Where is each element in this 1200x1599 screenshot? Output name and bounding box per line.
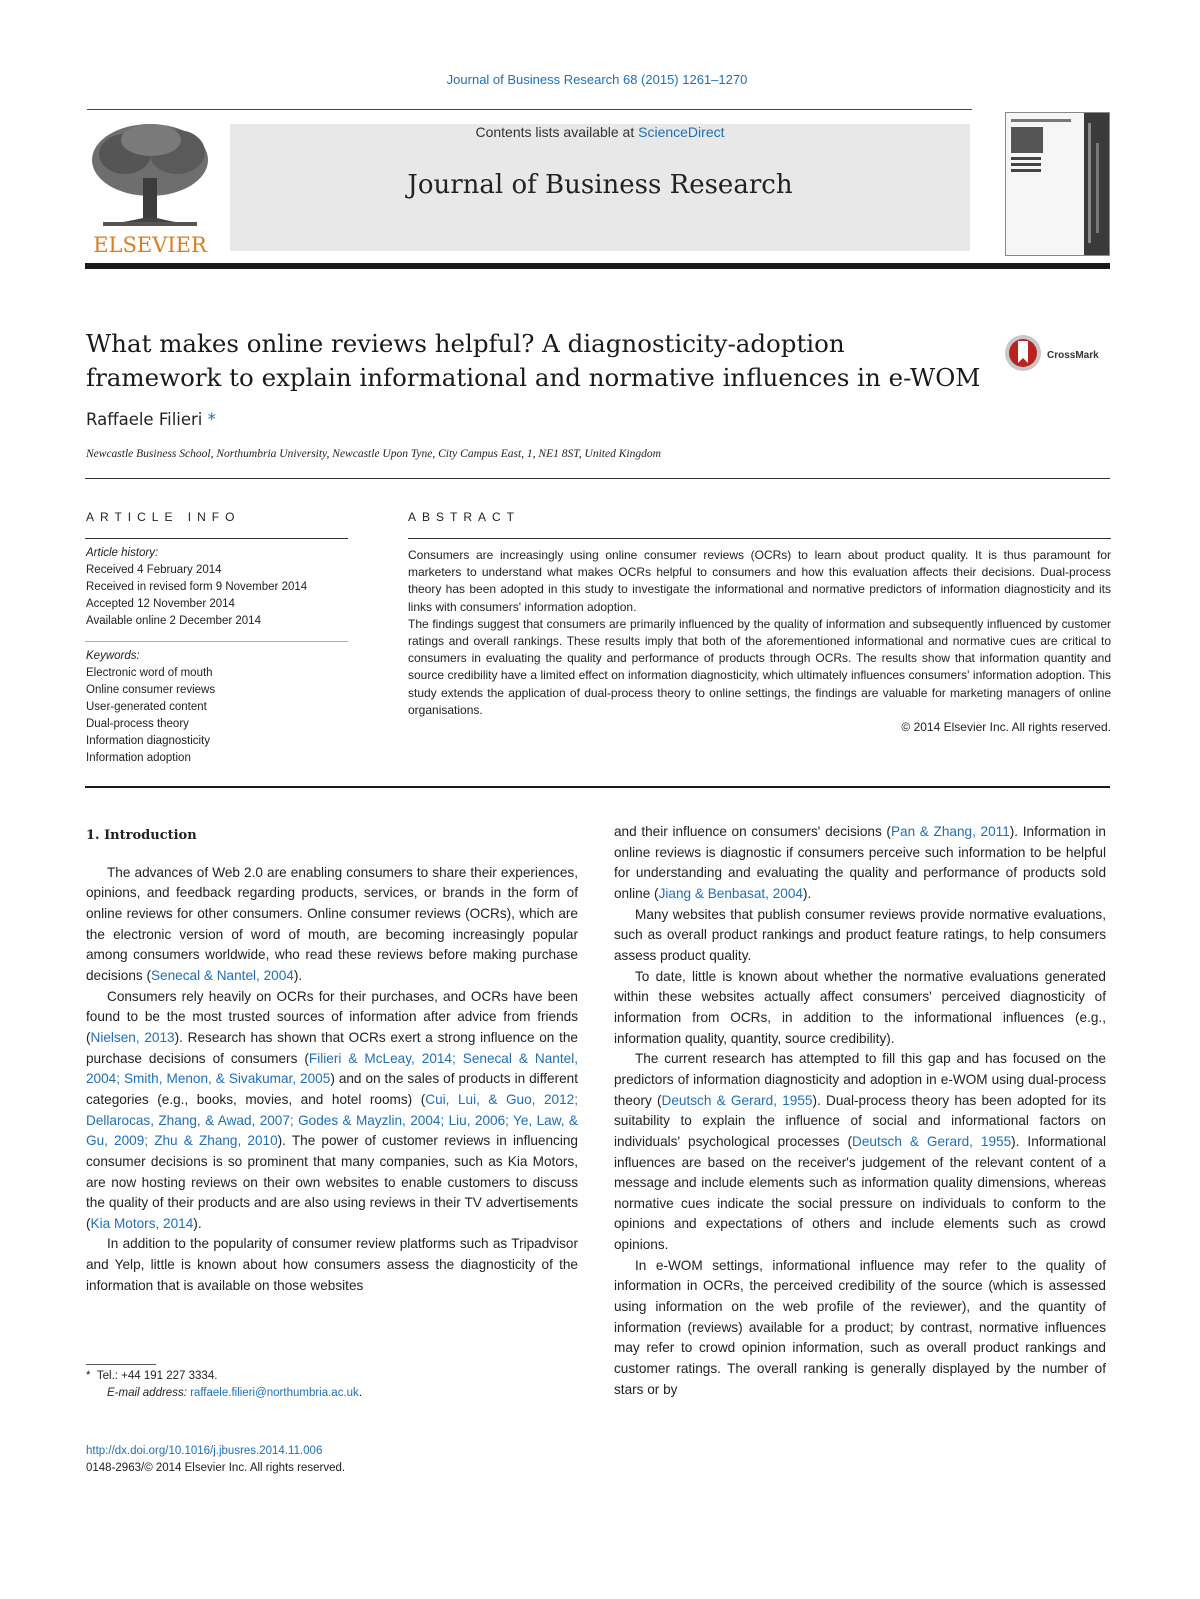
crossmark-badge[interactable] bbox=[1003, 333, 1115, 373]
abstract-copyright: © 2014 Elsevier Inc. All rights reserved. bbox=[901, 720, 1111, 735]
footnote-telephone: Tel.: +44 191 227 3334. bbox=[96, 1370, 218, 1382]
article-info-heading: ARTICLE INFO bbox=[86, 510, 241, 524]
contents-prefix: Contents lists available at bbox=[475, 124, 639, 140]
author-name[interactable]: Raffaele Filieri bbox=[86, 410, 203, 429]
citation-link[interactable]: Pan & Zhang, 2011 bbox=[890, 824, 1010, 839]
introduction-heading: 1. Introduction bbox=[86, 828, 197, 843]
author-affiliation: Newcastle Business School, Northumbria University, Newcastle Upon Tyne, City Campus East, 1, NE1 8ST, United Kingdom bbox=[86, 448, 661, 460]
history-item: Received 4 February 2014 bbox=[86, 564, 222, 576]
citation-link[interactable]: Senecal & Nantel, 2004 bbox=[150, 967, 294, 983]
elsevier-tree-icon bbox=[85, 118, 215, 260]
body-paragraph: The current research has attempted to fill this gap and has focused on the predictors of information diagnosticity and adoption in e-WOM using dual-process theory (Deutsch & Gerard, 1955). Dual-process theory has been adopted for its suitability to explain the influence of social and informational factors on individuals' psychological processes (Deutsch & Gerard, 1955). Informational influences are based on the receiver's judgement of the relevant content of a message and include elements such as information quality dimensions, whereas normative cues indicate the social pressure on individuals to conform to the opinions and expectations of others and include elements such as crowd opinions. bbox=[614, 1051, 1107, 1253]
keywords-list bbox=[86, 648, 348, 767]
journal-name: Journal of Business Research bbox=[407, 170, 793, 200]
doi-block bbox=[86, 1443, 345, 1477]
history-label: Article history: bbox=[86, 547, 159, 559]
header-rule bbox=[87, 109, 972, 110]
author-footnote-mark[interactable]: * bbox=[207, 410, 216, 429]
citation-link[interactable]: Deutsch & Gerard, 1955 bbox=[852, 1133, 1012, 1149]
citation-link[interactable]: Cui, Lui, & Guo, 2012; Dellarocas, Zhang, & Awad, 2007; Godes & Mayzlin, 2004; Liu, 2006; Ye, Law, & Gu, 2009; Zhu & Zhang, 2010 bbox=[86, 1091, 578, 1149]
history-item: Available online 2 December 2014 bbox=[86, 615, 261, 627]
author-line bbox=[86, 410, 216, 429]
abstract-paragraph: Consumers are increasingly using online consumer reviews (OCRs) to learn about product quality. It is thus paramount for marketers to understand what makes OCRs helpful to consumers and how this evaluation affects their decisions. Dual-process theory has been adopted in this study to investigate the informational and normative predictors of information diagnosticity and its links with consumers' information adoption. bbox=[408, 548, 1111, 614]
crossmark-icon bbox=[1003, 333, 1115, 373]
body-paragraph: To date, little is known about whether the normative evaluations generated within these websites actually affect consumers' perceived diagnosticity of information from OCRs, in addition to the informational influences (e.g., information quality, quantity, source credibility). bbox=[614, 968, 1106, 1046]
svg-text:CrossMark: CrossMark bbox=[1047, 350, 1099, 361]
keyword-item: Dual-process theory bbox=[86, 718, 189, 730]
cover-image-icon bbox=[1006, 113, 1109, 255]
citation-link[interactable]: Deutsch & Gerard, 1955 bbox=[661, 1092, 813, 1108]
history-item: Accepted 12 November 2014 bbox=[86, 598, 235, 610]
keyword-item: Electronic word of mouth bbox=[86, 667, 213, 679]
footnote-mark: * bbox=[86, 1370, 91, 1382]
doi-link[interactable]: http://dx.doi.org/10.1016/j.jbusres.2014.11.006 bbox=[86, 1445, 323, 1457]
abstract-rule bbox=[408, 538, 1111, 539]
abstract-body bbox=[408, 547, 1111, 736]
history-item: Received in revised form 9 November 2014 bbox=[86, 581, 308, 593]
keyword-item: Online consumer reviews bbox=[86, 684, 216, 696]
article-history bbox=[86, 545, 348, 630]
keywords-label: Keywords: bbox=[86, 650, 140, 662]
body-column-right bbox=[614, 822, 1106, 1400]
header-thick-rule bbox=[85, 263, 1110, 269]
citation-link[interactable]: Kia Motors, 2014 bbox=[90, 1215, 194, 1231]
journal-reference[interactable]: Journal of Business Research 68 (2015) 1261–1270 bbox=[446, 72, 748, 87]
body-paragraph: and their influence on consumers' decisions (Pan & Zhang, 2011). Information in online reviews is diagnostic if consumers perceive such information to be helpful for understanding and evaluating the quality and performance of products sold online (Jiang & Benbasat, 2004). bbox=[614, 824, 1106, 901]
body-paragraph: In addition to the popularity of consumer review platforms such as Tripadvisor and Yelp, little is known about how consumers assess the diagnosticity of the information that is available on those websites bbox=[86, 1236, 578, 1293]
email-label: E-mail address: bbox=[107, 1387, 187, 1399]
body-paragraph: The advances of Web 2.0 are enabling consumers to share their experiences, opinions, and feedback regarding products, services, or brands in the form of online reviews for other consumers. Online consumer reviews (OCRs), which are the electronic version of word of mouth, are becoming increasingly popular among consumers worldwide, who read these reviews before making purchase decisions (Senecal & Nantel, 2004). bbox=[86, 864, 578, 983]
body-paragraph: Consumers rely heavily on OCRs for their purchases, and OCRs have been found to be the most trusted sources of information after advice from friends (Nielsen, 2013). Research has shown that OCRs exert a strong influence on the purchase decisions of consumers (Filieri & McLeay, 2014; Senecal & Nantel, 2004; Smith, Menon, & Sivakumar, 2005) and on the sales of products in different categories (e.g., books, movies, and hotel rooms) (Cui, Lui, & Guo, 2012; Dellarocas, Zhang, & Awad, 2007; Godes & Mayzlin, 2004; Liu, 2006; Ye, Law, & Gu, 2009; Zhu & Zhang, 2010). The power of customer reviews in influencing consumer decisions is so prominent that many companies, such as Kia Motors, are now hosting reviews on their own websites to enable customers to discuss the quality of their products and are also using reviews in their TV advertisements (Kia Motors, 2014). bbox=[86, 988, 578, 1231]
elsevier-logo bbox=[85, 118, 215, 260]
title-line-2: framework to explain informational and normative influences in e-WOM bbox=[86, 363, 981, 392]
keyword-item: Information diagnosticity bbox=[86, 735, 211, 747]
body-rule bbox=[85, 786, 1110, 788]
keyword-item: User-generated content bbox=[86, 701, 207, 713]
journal-cover-thumbnail[interactable] bbox=[1005, 112, 1110, 256]
issn-copyright: 0148-2963/© 2014 Elsevier Inc. All rights reserved. bbox=[86, 1462, 346, 1474]
citation-link[interactable]: Jiang & Benbasat, 2004 bbox=[658, 885, 803, 901]
abstract-heading: ABSTRACT bbox=[408, 510, 521, 524]
abstract-paragraph: The findings suggest that consumers are primarily influenced by the quality of information and subsequently influenced by customer ratings and overall rankings. These results imply that both of the aforementioned informational and normative cues are critical to consumers in evaluating the quality and performance of products through OCRs. The results show that information quantity and source credibility have a limited effect on information diagnosticity, which ultimately influences consumers' information adoption. This study extends the application of dual-process theory to online settings, the findings are valuable for marketing managers of online organisations. bbox=[408, 616, 1111, 717]
author-email-link[interactable]: raffaele.filieri@northumbria.ac.uk bbox=[190, 1387, 359, 1399]
article-info-rule bbox=[85, 538, 348, 539]
affiliation-rule bbox=[85, 478, 1110, 479]
body-paragraph: Many websites that publish consumer reviews provide normative evaluations, such as overall product rankings and product feature ratings, to help consumers assess product quality. bbox=[614, 906, 1106, 963]
citation-link[interactable]: Nielsen, 2013 bbox=[90, 1029, 175, 1045]
body-column-left bbox=[86, 822, 578, 1296]
author-footnote: * Tel.: +44 191 227 3334. E-mail address: raffaele.filieri@northumbria.ac.uk. bbox=[86, 1370, 363, 1399]
citation-link[interactable]: Filieri & McLeay, 2014; Senecal & Nantel, 2004; Smith, Menon, & Sivakumar, 2005 bbox=[86, 1050, 578, 1087]
keyword-item: Information adoption bbox=[86, 752, 191, 764]
svg-text:ELSEVIER: ELSEVIER bbox=[93, 233, 207, 257]
contents-availability bbox=[230, 124, 970, 140]
footnote-rule bbox=[86, 1364, 156, 1365]
body-paragraph: In e-WOM settings, informational influence may refer to the quality of information in OCRs, the perceived credibility of the source (which is assessed using information on the web profile of the reviewer), and the quantity of information (reviews) available for a product; by contrast, normative influences may refer to crowd opinion information, such as overall product rankings and customer ratings. The overall ranking is generally displayed by the number of stars or by bbox=[614, 1257, 1106, 1397]
article-title bbox=[86, 327, 986, 395]
keywords-rule bbox=[85, 641, 348, 642]
sciencedirect-link[interactable]: ScienceDirect bbox=[638, 124, 725, 140]
title-line-1: What makes online reviews helpful? A diagnosticity-adoption bbox=[86, 329, 845, 358]
